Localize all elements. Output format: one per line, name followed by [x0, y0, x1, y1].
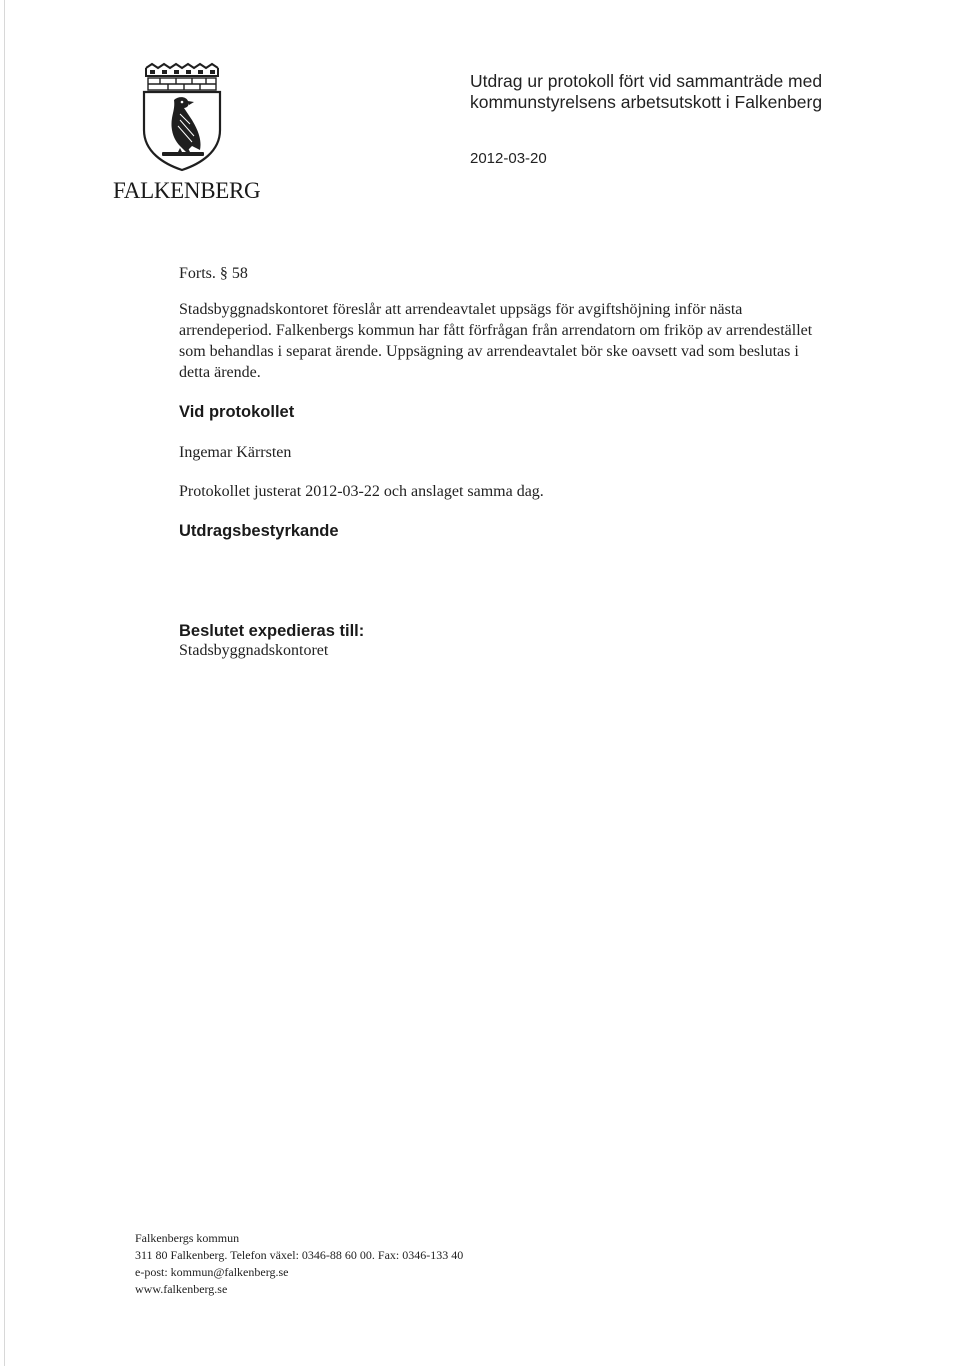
certification-heading: Utdragsbestyrkande — [179, 522, 339, 540]
footer-email: e-post: kommun@falkenberg.se — [135, 1265, 289, 1279]
decision-paragraph — [179, 299, 869, 383]
document-title — [470, 71, 822, 113]
footer-contact — [135, 1230, 463, 1298]
document-title-line: Utdrag ur protokoll fört vid sammanträde med — [470, 71, 823, 91]
document-title-line: kommunstyrelsens arbetsutskott i Falkenberg — [470, 92, 823, 112]
paragraph-line: som behandlas i separat ärende. Uppsägning av arrendeavtalet bör ske oavsett vad som beslutas i — [179, 343, 799, 360]
signer-name: Ingemar Kärrsten — [179, 444, 292, 461]
footer-address: 311 80 Falkenberg. Telefon växel: 0346-88 60 00. Fax: 0346-133 40 — [135, 1248, 464, 1262]
page-edge-line — [4, 0, 5, 1366]
footer-website: www.falkenberg.se — [135, 1282, 228, 1296]
paragraph-line: arrendeperiod. Falkenbergs kommun har fått förfrågan från arrendatorn om friköp av arrendestället — [179, 322, 813, 339]
municipality-name: FALKENBERG — [113, 178, 261, 203]
footer-org: Falkenbergs kommun — [135, 1231, 240, 1245]
vid-protokollet-heading: Vid protokollet — [179, 403, 295, 421]
paragraph-line: Stadsbyggnadskontoret föreslår att arrendeavtalet uppsägs för avgiftshöjning inför nästa — [179, 301, 743, 318]
section-heading: Forts. § 58 — [179, 265, 248, 282]
distribution-heading: Beslutet expedieras till: — [179, 622, 365, 640]
falcon-crest-icon — [140, 60, 224, 172]
distribution-recipient: Stadsbyggnadskontoret — [179, 642, 329, 659]
paragraph-line: detta ärende. — [179, 364, 261, 381]
adjustment-note: Protokollet justerat 2012-03-22 och anslaget samma dag. — [179, 483, 544, 500]
document-date: 2012-03-20 — [470, 150, 547, 167]
